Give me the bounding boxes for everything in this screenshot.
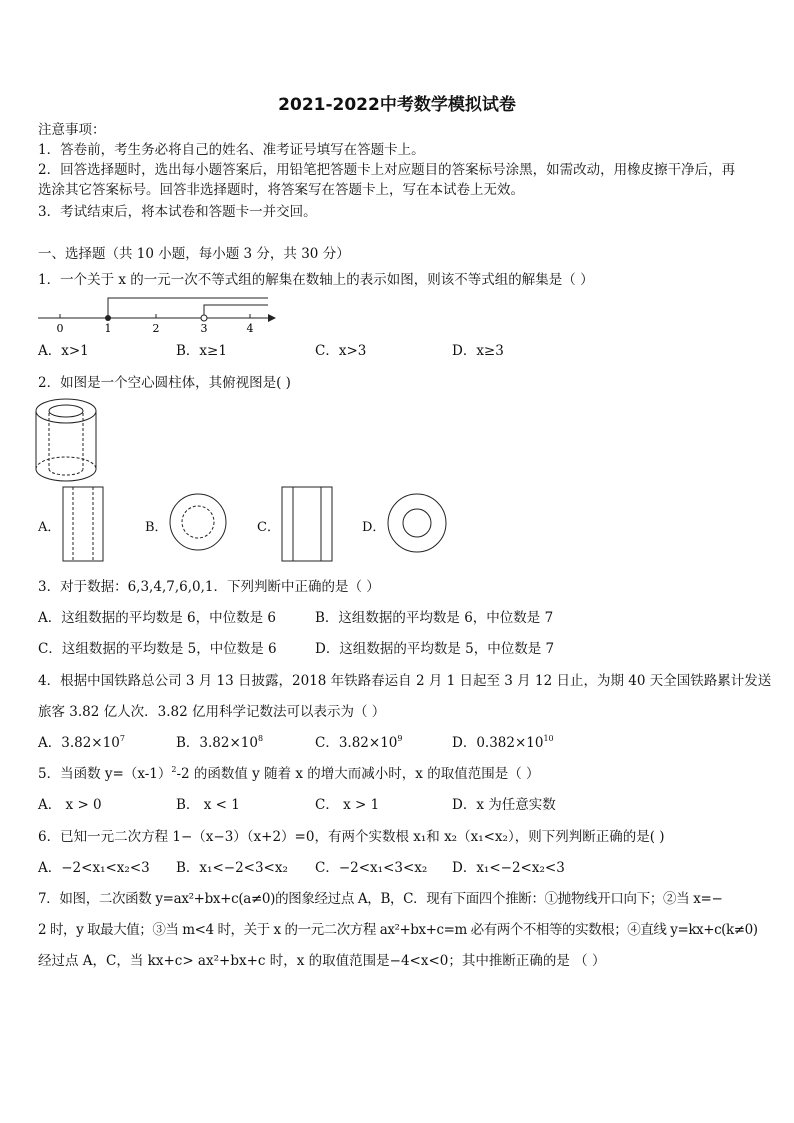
q5-option-d[interactable]: D．x 为任意实数 [452, 797, 556, 813]
q5-option-b[interactable]: B． x < 1 [176, 797, 240, 813]
q1-option-a[interactable]: A．x>1 [38, 343, 89, 359]
q2-option-a-label[interactable]: A． [38, 520, 61, 535]
q6-option-a[interactable]: A．−2<x₁<x₂<3 [38, 860, 150, 876]
solution-bracket-x-gt-3 [204, 305, 268, 318]
q3-text: 3．对于数据：6,3,4,7,6,0,1．下列判断中正确的是（ ） [38, 579, 380, 595]
notice-heading: 注意事项： [38, 122, 106, 138]
tick-label-1: 1 [104, 322, 112, 335]
q4-option-a[interactable]: A．$3.82\times 10^7$ [38, 734, 125, 751]
q7-line-1: 7．如图，二次函数 y=ax²+bx+c(a≠0)的图象经过点 A，B，C．现有下面四个推断：①抛物线开口向下；②当 x=− [38, 891, 723, 907]
q4-line-1: 4．根据中国铁路总公司 3 月 13 日披露，2018 年铁路春运自 2 月 1 日起至 3 月 12 日止，为期 40 天全国铁路累计发送 [38, 673, 772, 689]
q5-option-a[interactable]: A． x > 0 [38, 797, 102, 813]
q6-option-d[interactable]: D．x₁<−2<x₂<3 [452, 860, 565, 876]
q3-option-c[interactable]: C．这组数据的平均数是 5，中位数是 6 [38, 641, 277, 657]
q2-text: 2．如图是一个空心圆柱体，其俯视图是( ) [38, 375, 291, 391]
q7-line-3: 经过点 A，C，当 kx+c> ax²+bx+c 时，x 的取值范围是−4<x<0；其中推断正确的是 （ ） [38, 953, 606, 969]
tick-label-3: 3 [200, 322, 208, 335]
q2-option-d-figure[interactable] [386, 492, 448, 554]
q1-number-line-figure [36, 296, 276, 336]
q2-option-b-label[interactable]: B． [145, 520, 168, 535]
q4-option-d[interactable]: D．$0.382\times 10^{10}$ [452, 734, 554, 751]
tick-label-2: 2 [152, 322, 160, 335]
q6-option-b[interactable]: B．x₁<−2<3<x₂ [176, 860, 288, 876]
q5-text: 5．当函数 $y=(x-1)^2-2$ 的函数值 y 随着 x 的增大而减小时，x 的取值范围是（ ） [38, 765, 540, 782]
exam-title: 2021-2022中考数学模拟试卷 [278, 95, 516, 115]
tick-label-4: 4 [246, 322, 254, 335]
notice-line-2a: 2．回答选择题时，选出每小题答案后，用铅笔把答题卡上对应题目的答案标号涂黑，如需改动，用橡皮擦干净后，再 [38, 162, 736, 178]
open-dot-at-3 [201, 315, 207, 321]
closed-dot-at-1 [105, 315, 111, 321]
q2-option-b-figure[interactable] [168, 492, 228, 552]
number-line-arrow [268, 314, 276, 322]
q7-line-2: 2 时，y 取最大值；③当 m<4 时，关于 x 的一元二次方程 ax²+bx+c=m 必有两个不相等的实数根；④直线 y=kx+c(k≠0) [38, 922, 758, 938]
section-heading: 一、选择题（共 10 小题，每小题 3 分，共 30 分） [38, 246, 350, 262]
notice-line-1: 1．答卷前，考生务必将自己的姓名、准考证号填写在答题卡上。 [38, 142, 425, 158]
q4-option-b[interactable]: B．$3.82\times 10^8$ [176, 734, 264, 751]
q2-option-d-label[interactable]: D． [362, 520, 386, 535]
tick-label-0: 0 [56, 322, 64, 335]
q4-line-2: 旅客 3.82 亿人次．3.82 亿用科学记数法可以表示为（ ） [38, 704, 386, 720]
q2-option-c-label[interactable]: C． [257, 520, 280, 535]
q6-option-c[interactable]: C．−2<x₁<3<x₂ [315, 860, 428, 876]
notice-line-3: 3．考试结束后，将本试卷和答题卡一并交回。 [38, 204, 317, 220]
q4-option-c[interactable]: C．$3.82\times 10^9$ [315, 734, 403, 751]
q1-option-c[interactable]: C．x>3 [315, 343, 367, 359]
q3-option-a[interactable]: A．这组数据的平均数是 6，中位数是 6 [38, 610, 277, 626]
q3-option-b[interactable]: B．这组数据的平均数是 6，中位数是 7 [315, 610, 554, 626]
q1-option-b[interactable]: B．x≥1 [176, 343, 227, 359]
q3-option-d[interactable]: D．这组数据的平均数是 5，中位数是 7 [315, 641, 555, 657]
solution-bracket-x-ge-1 [108, 298, 268, 318]
q6-text: 6．已知一元二次方程 1−（x−3）（x+2）=0，有两个实数根 x₁和 x₂（x₁<x₂），则下列判断正确的是( ) [38, 829, 665, 845]
q1-option-d[interactable]: D．x≥3 [452, 343, 504, 359]
hollow-cylinder-figure [34, 397, 100, 483]
q1-text: 1．一个关于 x 的一元一次不等式组的解集在数轴上的表示如图，则该不等式组的解集是（ ） [38, 272, 594, 288]
notice-line-2b: 选涂其它答案标号。回答非选择题时，将答案写在答题卡上，写在本试卷上无效。 [38, 182, 524, 198]
q2-option-a-figure[interactable] [62, 486, 104, 562]
q2-option-c-figure[interactable] [281, 486, 333, 562]
q5-option-c[interactable]: C． x > 1 [315, 797, 380, 813]
